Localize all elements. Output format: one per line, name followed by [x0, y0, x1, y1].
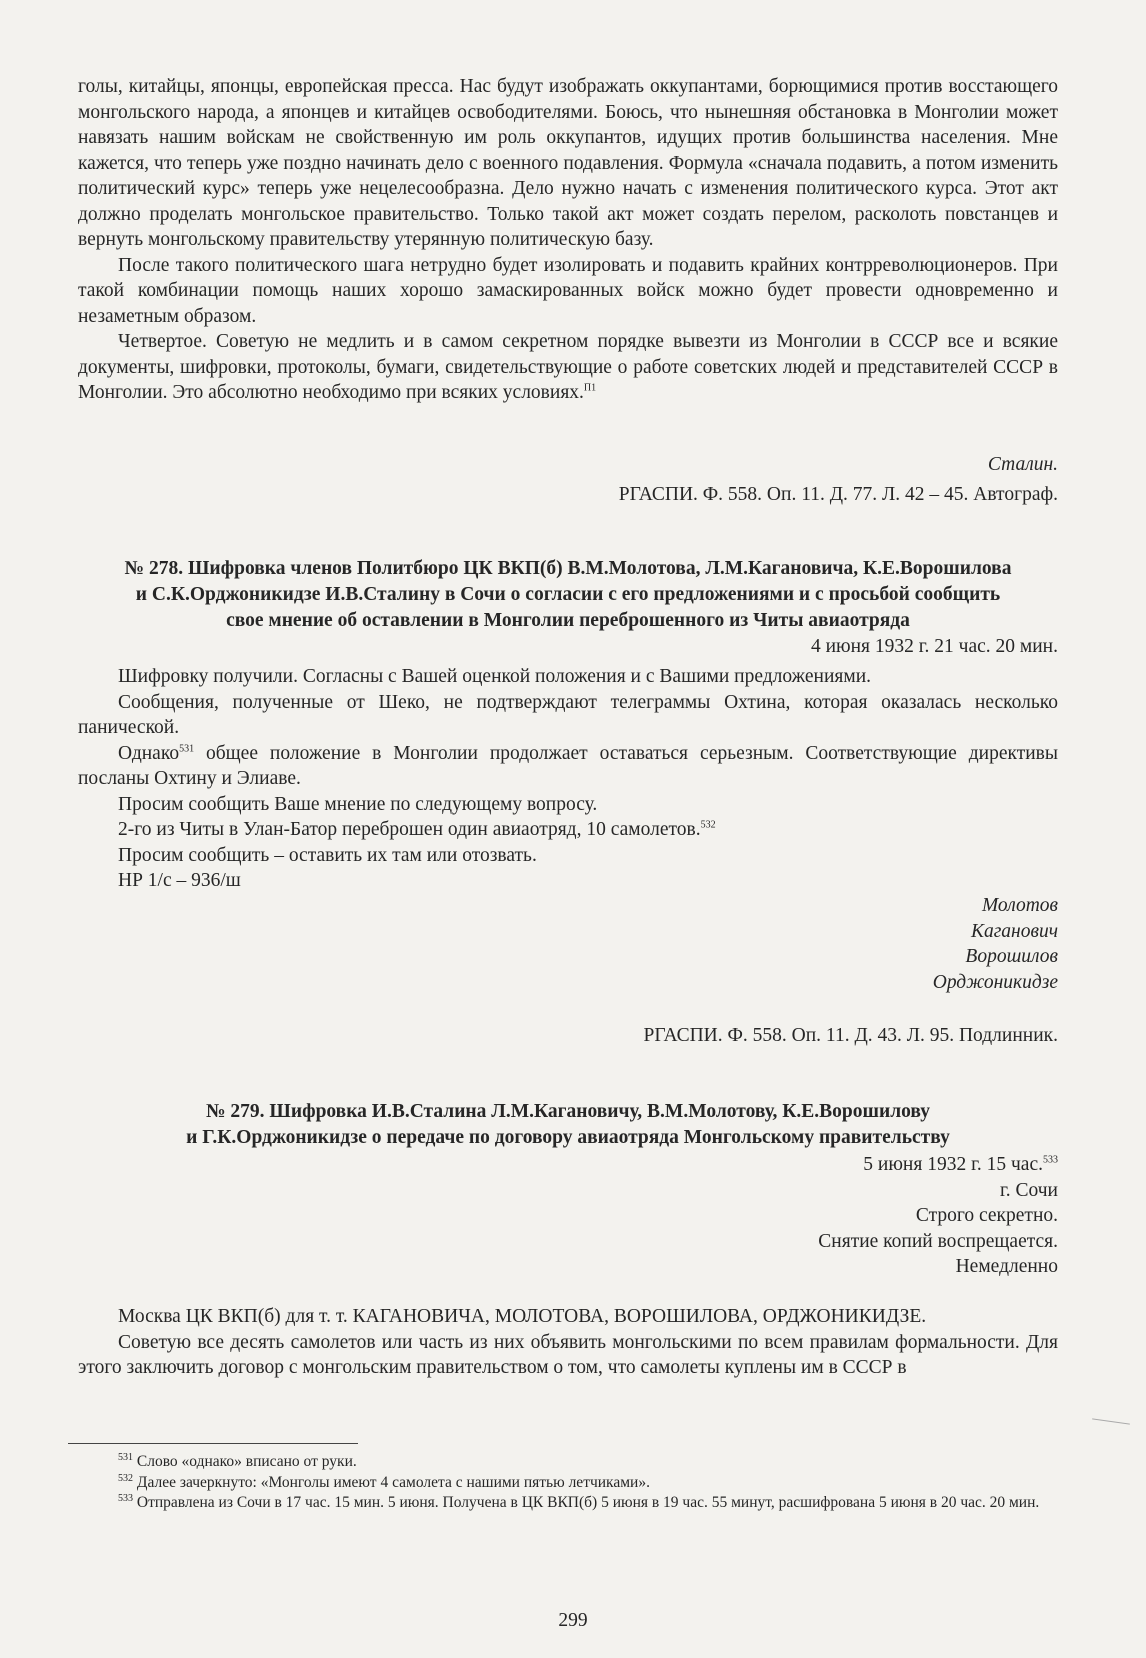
document-date: [78, 1152, 1058, 1178]
signature: Каганович: [971, 920, 1058, 942]
archive-reference: РГАСПИ. Ф. 558. Оп. 11. Д. 77. Л. 42 – 45. Автограф.: [618, 483, 1058, 505]
paragraph: [78, 741, 1058, 792]
footnotes: [78, 1452, 1058, 1514]
document-date: 4 июня 1932 г. 21 час. 20 мин.: [810, 636, 1058, 657]
place: г. Сочи: [999, 1179, 1058, 1201]
copy-stamp: Снятие копий воспрещается.: [818, 1230, 1058, 1252]
paragraph: Просим сообщить – оставить их там или отозвать.: [118, 844, 537, 866]
footnote-text: Далее зачеркнуто: «Монголы имеют 4 самолета с нашими пятью летчиками».: [136, 1473, 650, 1491]
note-mark: П1: [583, 382, 597, 394]
paragraph: [78, 329, 1058, 406]
paragraph-text: общее положение в Монголии продолжает оставаться серьезным. Соответствующие директивы посланы Охтину и Элиаве.: [78, 742, 1058, 789]
paragraph: Шифровку получили. Согласны с Вашей оценкой положения и с Вашими предложениями.: [118, 666, 872, 687]
footnote-separator: [68, 1443, 358, 1444]
archive-reference: РГАСПИ. Ф. 558. Оп. 11. Д. 43. Л. 95. Подлинник.: [643, 1025, 1058, 1046]
footnote: [78, 1452, 1058, 1473]
footnote-number: 532: [118, 1472, 133, 1484]
urgency-stamp: Немедленно: [955, 1256, 1058, 1277]
document-278-archive: [78, 1023, 1058, 1049]
stalin-signature-block: [78, 452, 1058, 507]
signature: Молотов: [981, 895, 1058, 916]
footnote: [78, 1493, 1058, 1514]
signature: Сталин.: [987, 454, 1058, 475]
signature: Орджоникидзе: [932, 971, 1058, 993]
secrecy-stamp: Строго секретно.: [915, 1205, 1058, 1226]
heading-line: и Г.К.Орджоникидзе о передаче по договору авиаотряда Монгольскому правительству: [186, 1127, 950, 1148]
document-278-body: [78, 664, 1058, 894]
heading-line: № 279. Шифровка И.В.Сталина Л.М.Кагановичу, В.М.Молотову, К.Е.Ворошилову: [205, 1101, 931, 1122]
paragraph-text: Однако: [118, 742, 180, 764]
document-278-signatures: [78, 893, 1058, 995]
paragraph-text: Четвертое. Советую не медлить и в самом секретном порядке вывезти из Монголии в СССР все и всякие документы, шифровки, протоколы, бумаги, свидетельствующие о работе советских людей и представителей СССР в Монголии. Это абсолютно необходимо при всяких условиях.: [78, 331, 1058, 403]
paragraph: Просим сообщить Ваше мнение по следующему вопросу.: [118, 793, 598, 815]
document-279-heading: [78, 1099, 1058, 1151]
paragraph: голы, китайцы, японцы, европейская пресса. Нас будут изображать оккупантами, борющимися против восстающего монгольского народа, а японцев и китайцев освободителями. Боюсь, что нынешняя обстановка в Монголии может навязать нашим войскам не свойственную им роль оккупантов, идущих против большинства населения. Мне кажется, что теперь уже поздно начинать дело с военного подавления. Формула «сначала подавить, а потом изменить политический курс» теперь уже нецелесообразна. Дело нужно начать с изменения политического курса. Этот акт должно проделать монгольское правительство. Только такой акт может создать перелом, расколоть повстанцев и вернуть монгольскому правительству утерянную политическую базу.: [78, 76, 1058, 250]
footnote-mark: 532: [700, 819, 716, 831]
footnote-mark: 531: [179, 743, 195, 754]
heading-line: № 278. Шифровка членов Политбюро ЦК ВКП(б) В.М.Молотова, Л.М.Кагановича, К.Е.Ворошилова: [124, 558, 1012, 579]
continuation-text: [78, 74, 1058, 406]
document-279-meta: [78, 1152, 1058, 1280]
date-text: 5 июня 1932 г. 15 час.: [863, 1154, 1043, 1175]
scan-mark: [1092, 1418, 1130, 1424]
footnote-text: Отправлена из Сочи в 17 час. 15 мин. 5 июня. Получена в ЦК ВКП(б) 5 июня в 19 час. 55 минут, расшифрована 5 июня в 20 час. 20 мин.: [136, 1494, 1040, 1511]
signature: Ворошилов: [965, 946, 1058, 967]
paragraph: [78, 817, 1058, 843]
footnote-number: 531: [118, 1451, 133, 1463]
page-number: 299: [558, 1610, 588, 1631]
paragraph: После такого политического шага нетрудно будет изолировать и подавить крайних контрреволюционеров. При такой комбинации помощь наших хорошо замаскированных войск можно будет провести одновременно и незаметным образом.: [78, 254, 1058, 327]
heading-line: свое мнение об оставлении в Монголии переброшенного из Читы авиаотряда: [226, 610, 910, 631]
cipher-number: НР 1/с – 936/ш: [118, 870, 241, 891]
footnote-text: Слово «однако» вписано от руки.: [136, 1453, 357, 1470]
address-line: Москва ЦК ВКП(б) для т. т. КАГАНОВИЧА, МОЛОТОВА, ВОРОШИЛОВА, ОРДЖОНИКИДЗЕ.: [118, 1306, 927, 1327]
document-278-heading: [78, 556, 1058, 660]
footnote-mark: 533: [1043, 1154, 1058, 1166]
paragraph: Советую все десять самолетов или часть из них объявить монгольскими по всем правилам формальности. Для этого заключить договор с монгольским правительством о том, что самолеты куплены им в СССР в: [78, 1331, 1058, 1378]
paragraph-text: 2-го из Читы в Улан-Батор переброшен один авиаотряд, 10 самолетов.: [118, 819, 701, 840]
footnote-number: 533: [118, 1492, 133, 1504]
document-279-body: [78, 1304, 1058, 1381]
footnote: [78, 1473, 1058, 1494]
heading-line: и С.К.Орджоникидзе И.В.Сталину в Сочи о согласии с его предложениями и с просьбой сообщить: [135, 584, 1001, 605]
paragraph: Сообщения, полученные от Шеко, не подтверждают телеграммы Охтина, которая оказалась несколько панической.: [78, 691, 1058, 738]
